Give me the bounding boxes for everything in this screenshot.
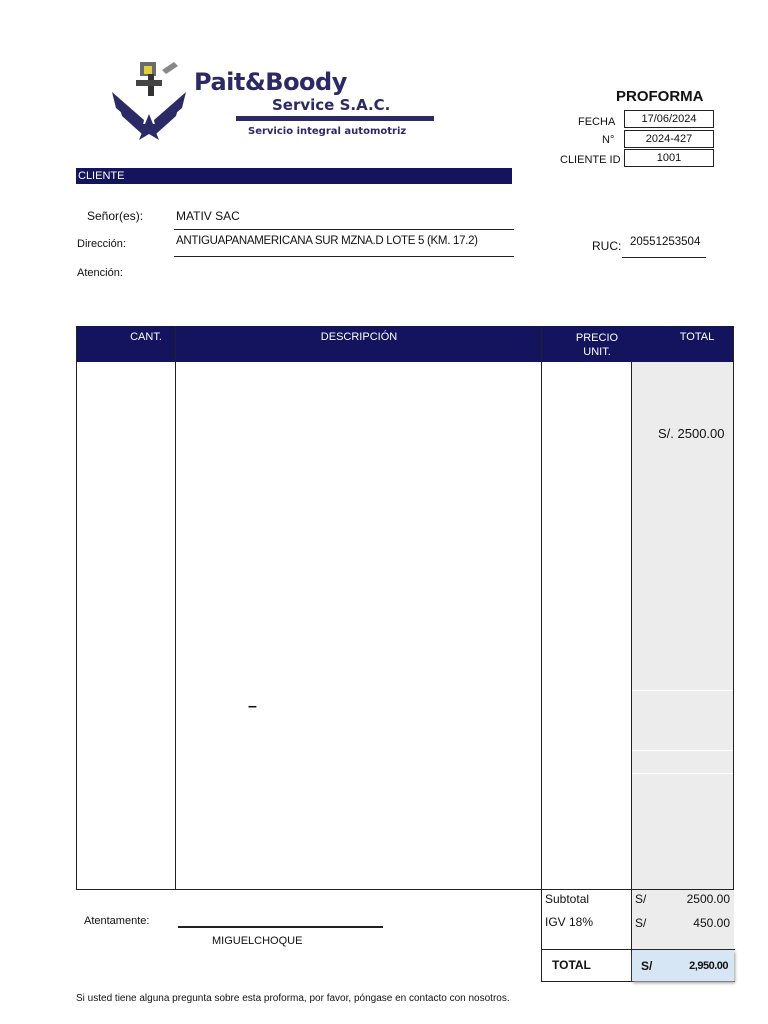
signature-label: Atentamente: [84, 915, 150, 927]
signature-name: MIGUELCHOQUE [212, 935, 303, 947]
table-border-right [733, 326, 734, 890]
col-divider [541, 326, 542, 890]
air-force-emblem-icon [108, 56, 190, 148]
direccion-value: ANTIGUAPANAMERICANA SUR MZNA.D LOTE 5 (KM. 17.2) [176, 235, 478, 247]
cliente-id-label: CLIENTE ID [560, 154, 621, 166]
col-descripcion: DESCRIPCIÓN [320, 331, 398, 343]
totals-divider [541, 890, 542, 982]
atencion-label: Atención: [77, 267, 123, 279]
senores-line [174, 229, 514, 230]
cliente-band [76, 168, 512, 184]
direccion-label: Dirección: [77, 238, 126, 250]
senores-value: MATIV SAC [176, 209, 240, 223]
total-column-shade [631, 362, 734, 890]
cliente-id-value: 1001 [624, 149, 714, 167]
items-table [76, 326, 734, 890]
subtotal-value: 2500.00 [686, 892, 730, 906]
senores-label: Señor(es): [87, 209, 144, 223]
row-total: S/. 2500.00 [658, 426, 725, 441]
direccion-line [174, 256, 514, 257]
logo-subtitle: Service S.A.C. [272, 96, 391, 114]
numero-label: N° [602, 134, 615, 146]
logo-tagline: Servicio integral automotriz [248, 126, 407, 137]
subtotal-label: Subtotal [545, 892, 590, 906]
ruc-line [622, 257, 706, 258]
shade-divider [631, 750, 734, 751]
table-border-bottom [76, 889, 734, 890]
igv-currency: S/ [635, 916, 647, 930]
col-cant: CANT. [130, 331, 162, 343]
document-title: PROFORMA [616, 88, 704, 105]
col-precio: PRECIO UNIT. [575, 332, 619, 358]
numero-value: 2024-427 [624, 130, 714, 148]
logo-underline [236, 116, 434, 121]
ruc-label: RUC: [592, 239, 622, 253]
subtotal-currency: S/ [635, 892, 647, 906]
total-currency: S/ [641, 959, 653, 973]
col-divider [631, 362, 632, 890]
shade-divider [631, 773, 734, 774]
fecha-label: FECHA [578, 116, 616, 128]
total-value: 2,950.00 [689, 960, 728, 972]
col-total: TOTAL [679, 331, 715, 343]
company-logo [108, 56, 438, 148]
fecha-value: 17/06/2024 [624, 110, 714, 128]
igv-label: IGV 18% [545, 915, 594, 929]
table-border-left [76, 326, 77, 890]
signature-line [178, 926, 383, 928]
footer-note: Si usted tiene alguna pregunta sobre esta proforma, por favor, póngase en contacto con nosotros. [76, 993, 510, 1004]
shade-divider [631, 690, 734, 691]
igv-value: 450.00 [693, 916, 730, 930]
total-label: TOTAL [552, 958, 591, 972]
col-divider [175, 326, 176, 890]
logo-name: Pait&Boody [194, 68, 347, 96]
totals-border [541, 981, 735, 982]
ruc-value: 20551253504 [630, 236, 701, 248]
row-dash: – [248, 698, 257, 715]
cliente-band-label: CLIENTE [78, 170, 125, 182]
